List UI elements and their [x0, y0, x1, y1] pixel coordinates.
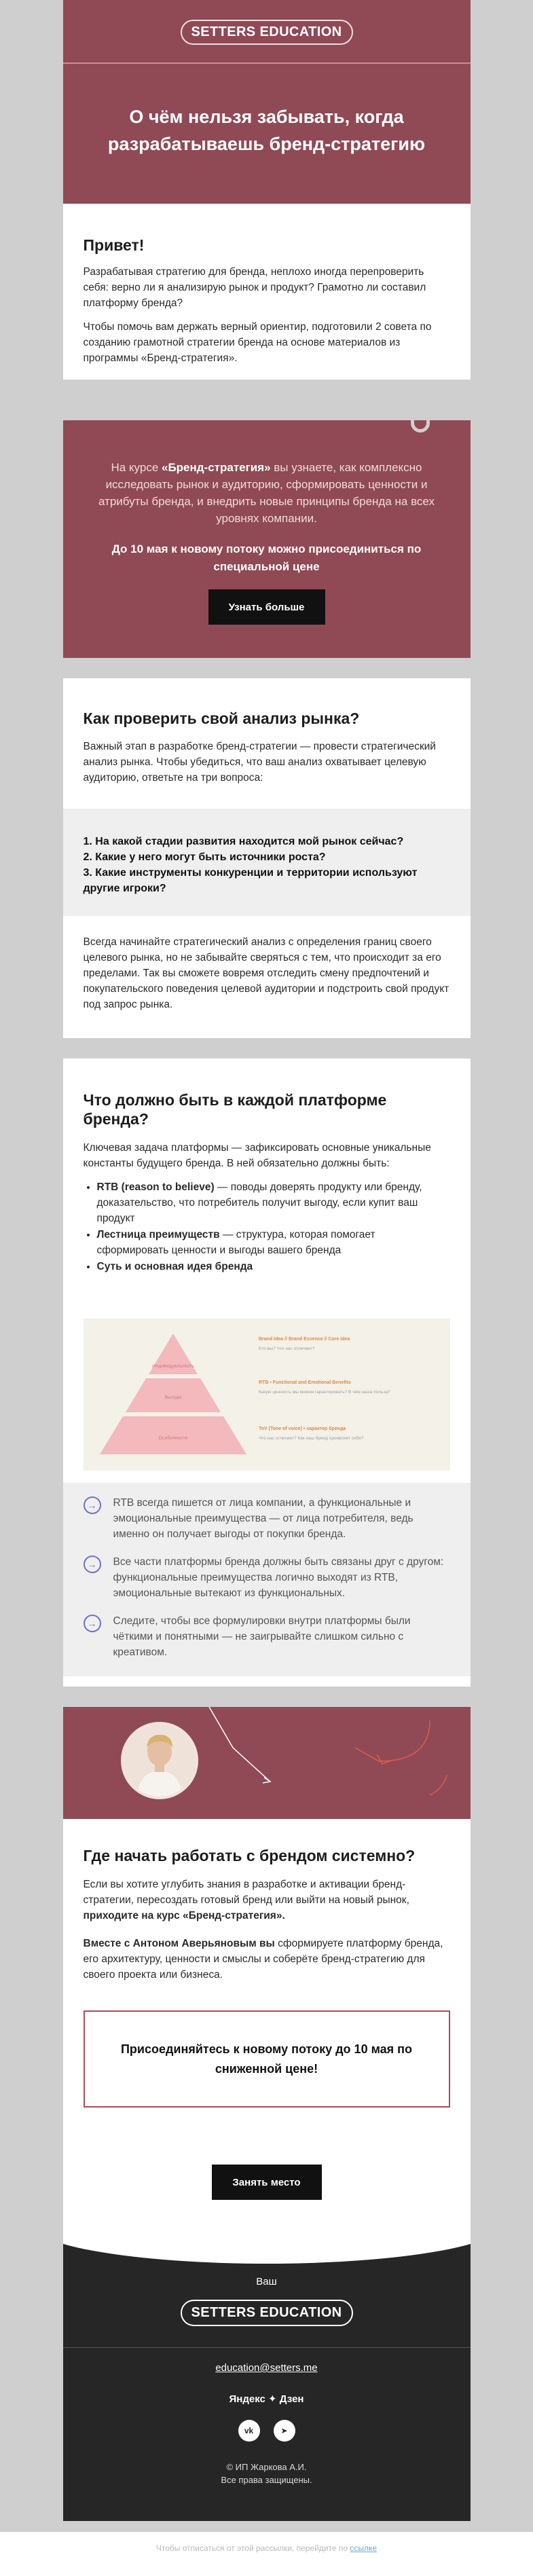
tip-item	[84, 1554, 450, 1601]
pyramid-caption-2: RTB • Functional and Emotional Benefits	[258, 1380, 351, 1385]
list-item-text: — поводы доверять продукту или бренду, доказательство, что потребитель получит выгоду, если купит ваш продукт	[96, 1181, 422, 1224]
tip-item	[84, 1495, 450, 1542]
author-p2-text: сформируете платформу бренда, его архитектуру, ценности и смыслы и соберёте бренд-стратегию для своего проекта или бизнеса.	[83, 1938, 443, 1981]
pyramid-svg	[84, 1319, 450, 1471]
footer-logo[interactable]: SETTERS EDUCATION	[181, 2300, 353, 2326]
pyramid-caption-1-sub: Кто мы? Что нас отличает?	[258, 1346, 314, 1351]
list-item	[97, 1227, 450, 1258]
pyramid-label-bottom: Особенности	[158, 1436, 187, 1441]
promo-text-suffix: вы узнаете, как комплексно исследовать рынок и аудиторию, сформировать ценности и атрибуты бренда, и внедрить новые принципы бренда на всех уровнях компании.	[98, 461, 435, 525]
author-section	[63, 1707, 471, 2223]
spacer	[63, 1687, 471, 1707]
tips-box	[63, 1483, 471, 1676]
analysis-section	[63, 678, 471, 1038]
question-1: 1. На какой стадии развития находится мой рынок сейчас?	[83, 836, 404, 847]
spacer	[63, 658, 471, 678]
unsubscribe-bar	[0, 2532, 533, 2576]
author-p1-bold: приходите на курс «Бренд-стратегия».	[83, 1910, 285, 1921]
footer	[63, 2223, 471, 2521]
learn-more-button[interactable]: Узнать больше	[208, 589, 325, 625]
tip-item	[84, 1613, 450, 1660]
footer-your: Ваш	[256, 2276, 277, 2287]
page-title: О чём нельзя забывать, когда разрабатываешь бренд-стратегию	[107, 107, 426, 154]
list-item	[97, 1259, 450, 1274]
copyright-line-1: © ИП Жаркова А.И.	[226, 2462, 307, 2472]
header-banner	[63, 0, 471, 204]
pyramid-label-middle: Выгоды	[164, 1395, 181, 1400]
arrow-right-icon: →	[84, 1556, 101, 1573]
platform-intro: Ключевая задача платформы — зафиксировать основные уникальные константы будущего бренда. В ней обязательно должны быть:	[83, 1142, 431, 1169]
person-icon	[124, 1725, 196, 1797]
unsubscribe-link[interactable]: ссылке	[350, 2543, 378, 2553]
pyramid-tier-bottom	[100, 1416, 246, 1454]
question-2: 2. Какие у него могут быть источники роста?	[83, 851, 326, 863]
author-p2-bold: Вместе с Антоном Аверьяновым вы	[83, 1938, 275, 1949]
tip-text: Следите, чтобы все формулировки внутри платформы были чёткими и понятными — не заигрывайте слишком сильно с креативом.	[113, 1615, 411, 1658]
question-3: 3. Какие инструменты конкуренции и территории используют другие игроки?	[83, 867, 418, 894]
pyramid-caption-3: ToV (Tone of voice) • характер бренда	[258, 1427, 346, 1431]
platform-list	[84, 1179, 450, 1274]
author-paragraph-1	[84, 1877, 450, 1924]
promo-text-prefix: На курсе	[111, 461, 162, 474]
analysis-intro: Важный этап в разработке бренд-стратегии — провести стратегический анализ рынка. Чтобы убедиться, что ваш анализ охватывает целевую аудиторию, ответьте на три вопроса:	[83, 741, 436, 784]
list-item-text: — структура, которая помогает сформировать ценности и выгоды вашего бренда	[96, 1229, 375, 1256]
offer-frame	[84, 2010, 450, 2108]
copyright	[63, 2461, 471, 2486]
promo-text	[90, 459, 443, 527]
footer-curve	[63, 2223, 471, 2264]
pyramid-caption-1: Brand Idea // Brand Essence // Core idea	[258, 1337, 350, 1342]
author-avatar	[121, 1722, 198, 1799]
promo-section	[63, 420, 471, 658]
social-links	[63, 2420, 471, 2442]
decorative-ring	[411, 385, 430, 433]
list-item-bold: RTB (reason to believe)	[96, 1181, 215, 1193]
greeting-section	[63, 204, 471, 380]
footer-email-link[interactable]: education@setters.me	[215, 2362, 318, 2374]
arrow-right-icon: →	[84, 1615, 101, 1632]
author-paragraph-2	[84, 1936, 450, 1983]
author-title: Где начать работать с брендом системно?	[83, 1847, 416, 1864]
pyramid-diagram	[84, 1319, 450, 1471]
greeting-paragraph-1: Разрабатывая стратегию для бренда, неплохо иногда перепроверить себя: верно ли я анализирую рынок и продукт? Грамотно ли составил платформу бренда?	[83, 266, 426, 309]
analysis-outro: Всегда начинайте стратегический анализ с определения границ своего целевого рынка, но не забывайте сверяться с тем, что происходит за его пределами. Так вы сможете вовремя отследить смену предпочтений и покупательского поведения целевой аудитории и подстроить свой продукт под запрос рынка.	[83, 936, 449, 1010]
platform-section	[63, 1059, 471, 1687]
list-item-bold: Лестница преимуществ	[96, 1229, 220, 1240]
spacer	[63, 380, 471, 420]
brand-logo[interactable]: SETTERS EDUCATION	[181, 20, 353, 45]
book-seat-button[interactable]: Занять место	[212, 2165, 322, 2200]
promo-course-name: «Бренд-стратегия»	[162, 461, 271, 474]
offer-text: Присоединяйтесь к новому потоку до 10 мая по сниженной цене!	[120, 2042, 413, 2076]
author-banner	[63, 1707, 471, 1819]
pyramid-label-top: Индивидуальность	[151, 1364, 194, 1369]
greeting-paragraph-2: Чтобы помочь вам держать верный ориентир, подготовили 2 совета по созданию грамотной стратегии бренда на основе материалов из программы «Бренд-стратегия».	[83, 321, 432, 364]
questions-box	[63, 809, 471, 916]
telegram-icon[interactable]: ➤	[274, 2420, 295, 2442]
tip-text: RTB всегда пишется от лица компании, а функциональные и эмоциональные преимущества — от лица потребителя, ведь именно он получает выгоды от покупки бренда.	[113, 1497, 413, 1540]
analysis-title: Как проверить свой анализ рынка?	[83, 710, 360, 727]
copyright-line-2: Все права защищены.	[221, 2475, 312, 2485]
yandex-dzen-link[interactable]: Яндекс ✦ Дзен	[229, 2393, 304, 2405]
platform-title: Что должно быть в каждой платформе бренда?	[83, 1091, 387, 1128]
unsubscribe-text: Чтобы отписаться от этой рассылки, перейдите по	[155, 2543, 350, 2553]
author-p1-text: Если вы хотите углубить знания в разработке и активации бренд-стратегии, пересоздать готовый бренд или выйти на новый рынок,	[83, 1879, 409, 1906]
footer-divider	[63, 2347, 471, 2348]
vk-icon[interactable]: vk	[238, 2420, 260, 2442]
pyramid-caption-3-sub: Что нас отличает? Как наш бренд проявляет себя?	[258, 1436, 363, 1441]
tip-text: Все части платформы бренда должны быть связаны друг с другом: функциональные преимущества логично выходят из RTB, эмоциональные вытекают из функциональных.	[113, 1556, 444, 1599]
list-item	[97, 1179, 450, 1226]
header-divider	[63, 62, 471, 64]
spacer	[63, 1038, 471, 1059]
greeting-title: Привет!	[83, 236, 145, 254]
arrow-right-icon: →	[84, 1496, 101, 1514]
promo-deadline: До 10 мая к новому потоку можно присоединиться по специальной цене	[111, 542, 422, 573]
pyramid-caption-2-sub: Какую ценность мы можем гарантировать? В чём наша польза?	[258, 1390, 390, 1395]
list-item-bold: Суть и основная идея бренда	[96, 1261, 253, 1272]
